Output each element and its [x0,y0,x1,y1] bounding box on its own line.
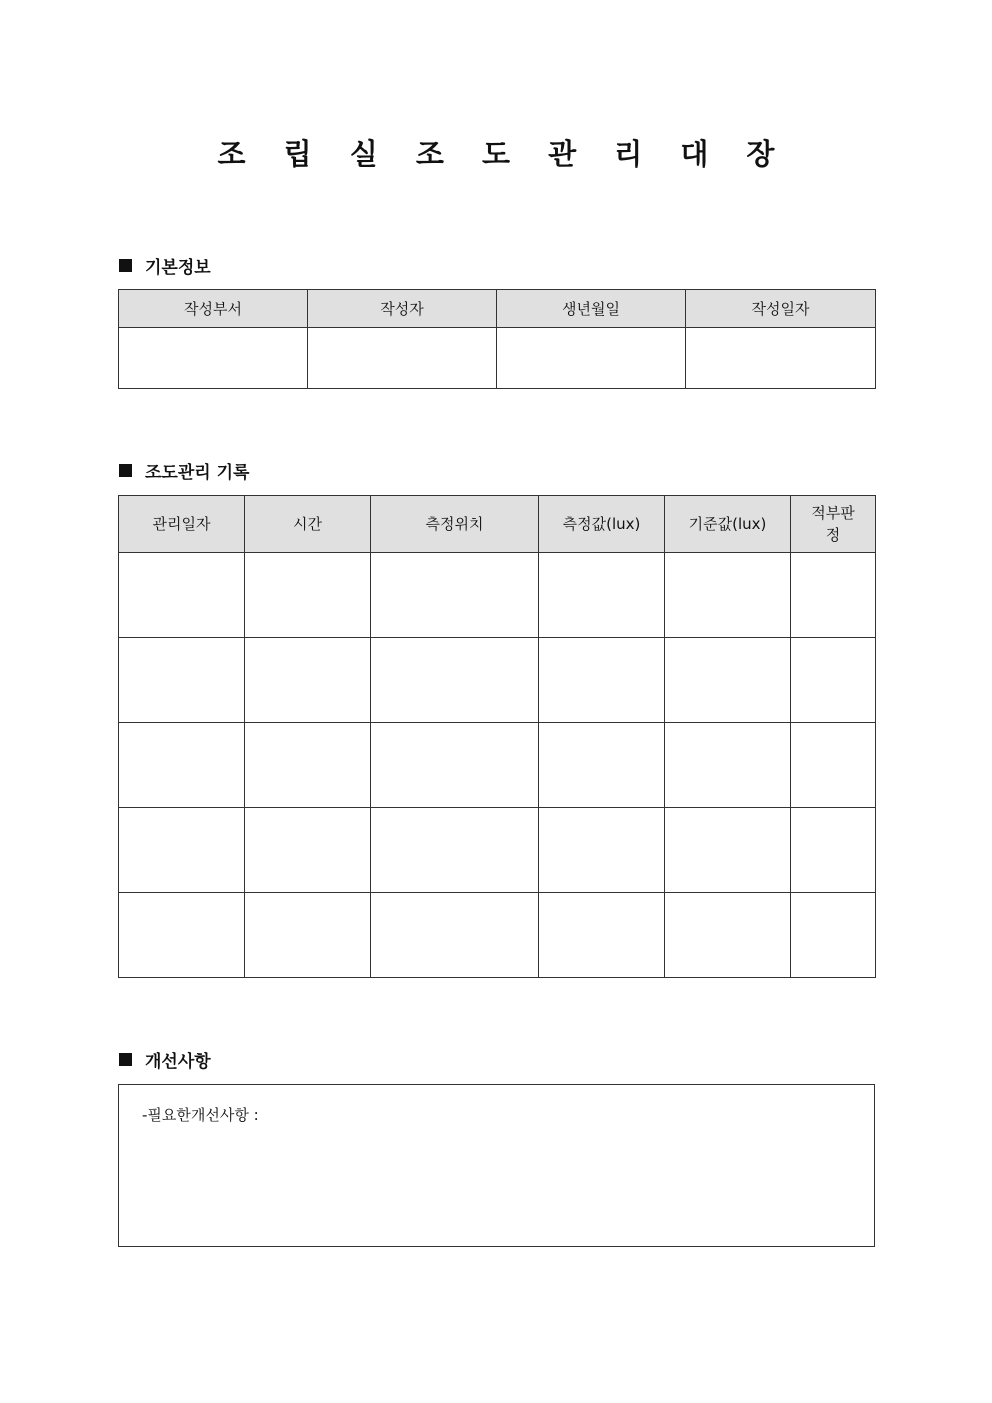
table-row [119,553,876,638]
manage-date-cell[interactable] [119,638,245,723]
column-header-department: 작성부서 [119,290,308,328]
table-header-row [119,496,876,553]
basic-info-table [118,289,876,389]
manage-date-cell[interactable] [119,808,245,893]
standard-value-cell[interactable] [665,808,791,893]
time-cell[interactable] [245,893,371,978]
location-cell[interactable] [371,723,539,808]
column-header-author: 작성자 [308,290,497,328]
author-cell[interactable] [308,328,497,389]
time-cell[interactable] [245,723,371,808]
department-cell[interactable] [119,328,308,389]
manage-date-cell[interactable] [119,553,245,638]
black-square-icon [119,464,132,477]
judgement-cell[interactable] [791,893,876,978]
measured-value-cell[interactable] [539,553,665,638]
improvements-box[interactable] [118,1084,875,1247]
judgement-cell[interactable] [791,808,876,893]
measured-value-cell[interactable] [539,638,665,723]
manage-date-cell[interactable] [119,723,245,808]
table-row [119,328,876,389]
standard-value-cell[interactable] [665,893,791,978]
table-row [119,723,876,808]
judgement-cell[interactable] [791,638,876,723]
black-square-icon [119,259,132,272]
improvements-heading-label: 개선사항 [145,1051,211,1072]
table-row [119,638,876,723]
table-row [119,808,876,893]
written-date-cell[interactable] [686,328,876,389]
illuminance-record-table [118,495,876,978]
measured-value-cell[interactable] [539,808,665,893]
judgement-cell[interactable] [791,723,876,808]
location-cell[interactable] [371,893,539,978]
standard-value-cell[interactable] [665,638,791,723]
location-cell[interactable] [371,808,539,893]
standard-value-cell[interactable] [665,553,791,638]
column-header-birthdate: 생년월일 [497,290,686,328]
column-header-judgement: 적부판정 [791,496,876,553]
time-cell[interactable] [245,808,371,893]
standard-value-cell[interactable] [665,723,791,808]
basic-info-heading-label: 기본정보 [145,257,211,278]
judgement-cell[interactable] [791,553,876,638]
document-title: 조 립 실 조 도 관 리 대 장 [217,137,789,171]
birthdate-cell[interactable] [497,328,686,389]
manage-date-cell[interactable] [119,893,245,978]
time-cell[interactable] [245,638,371,723]
column-header-time: 시간 [245,496,371,553]
illuminance-record-heading [119,458,249,482]
column-header-location: 측정위치 [371,496,539,553]
improvements-heading [119,1047,211,1071]
black-square-icon [119,1053,132,1066]
measured-value-cell[interactable] [539,723,665,808]
improvements-prompt-label: -필요한개선사항 : [142,1106,259,1124]
column-header-standard-value: 기준값(lux) [665,496,791,553]
table-row [119,893,876,978]
illuminance-record-heading-label: 조도관리 기록 [145,462,250,483]
location-cell[interactable] [371,553,539,638]
column-header-manage-date: 관리일자 [119,496,245,553]
measured-value-cell[interactable] [539,893,665,978]
location-cell[interactable] [371,638,539,723]
time-cell[interactable] [245,553,371,638]
basic-info-heading [119,253,211,277]
column-header-measured-value: 측정값(lux) [539,496,665,553]
improvements-prompt [142,1104,259,1126]
column-header-written-date: 작성일자 [686,290,876,328]
table-header-row [119,290,876,328]
